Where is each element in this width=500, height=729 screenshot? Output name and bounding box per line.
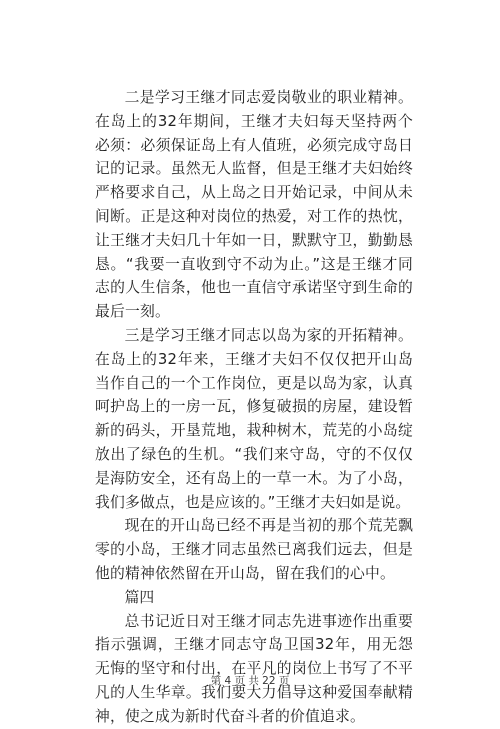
paragraph-present: 现在的开山岛已经不再是当初的那个荒芜飘零的小岛，王继才同志虽然已离我们远去，但是他的精神依然留在开山岛，留在我们的心中。 [95,517,413,582]
section-heading: 篇四 [124,588,155,606]
document-body [95,86,413,729]
page-footer: 第 4 页 共 22 页 [210,675,290,687]
paragraph-closing: 总书记近日对王继才同志先进事迹作出重要指示强调，王继才同志守岛卫国32年，用无怨无悔的坚守和付出，在平凡的岗位上书写了不平凡的人生华章。我们要大力倡导这种爱国奉献精神，使之成为新时代奋斗者的价值追求。 [95,612,413,725]
paragraph-dedication: 二是学习王继才同志爱岗敬业的职业精神。在岛上的32年期间，王继才夫妇每天坚持两个必须：必须保证岛上有人值班，必须完成守岛日记的记录。虽然无人监督，但是王继才夫妇始终严格要求自己，从上岛之日开始记录，中间从未间断。正是这种对岗位的热爱，对工作的热忱，让王继才夫妇几十年如一日，默默守卫，勤勤恳恳。“我要一直收到守不动为止。”这是王继才同志的人生信条，他也一直信守承诺坚守到生命的最后一刻。 [95,89,413,321]
paragraph-pioneering: 三是学习王继才同志以岛为家的开拓精神。在岛上的32年来，王继才夫妇不仅仅把开山岛当作自己的一个工作岗位，更是以岛为家，认真呵护岛上的一房一瓦，修复破损的房屋，建设暂新的码头，开垦荒地，栽种树木，荒芜的小岛绽放出了绿色的生机。“我们来守岛，守的不仅仅是海防安全，还有岛上的一草一木。为了小岛，我们多做点，也是应该的。”王继才夫妇如是说。 [95,326,413,511]
